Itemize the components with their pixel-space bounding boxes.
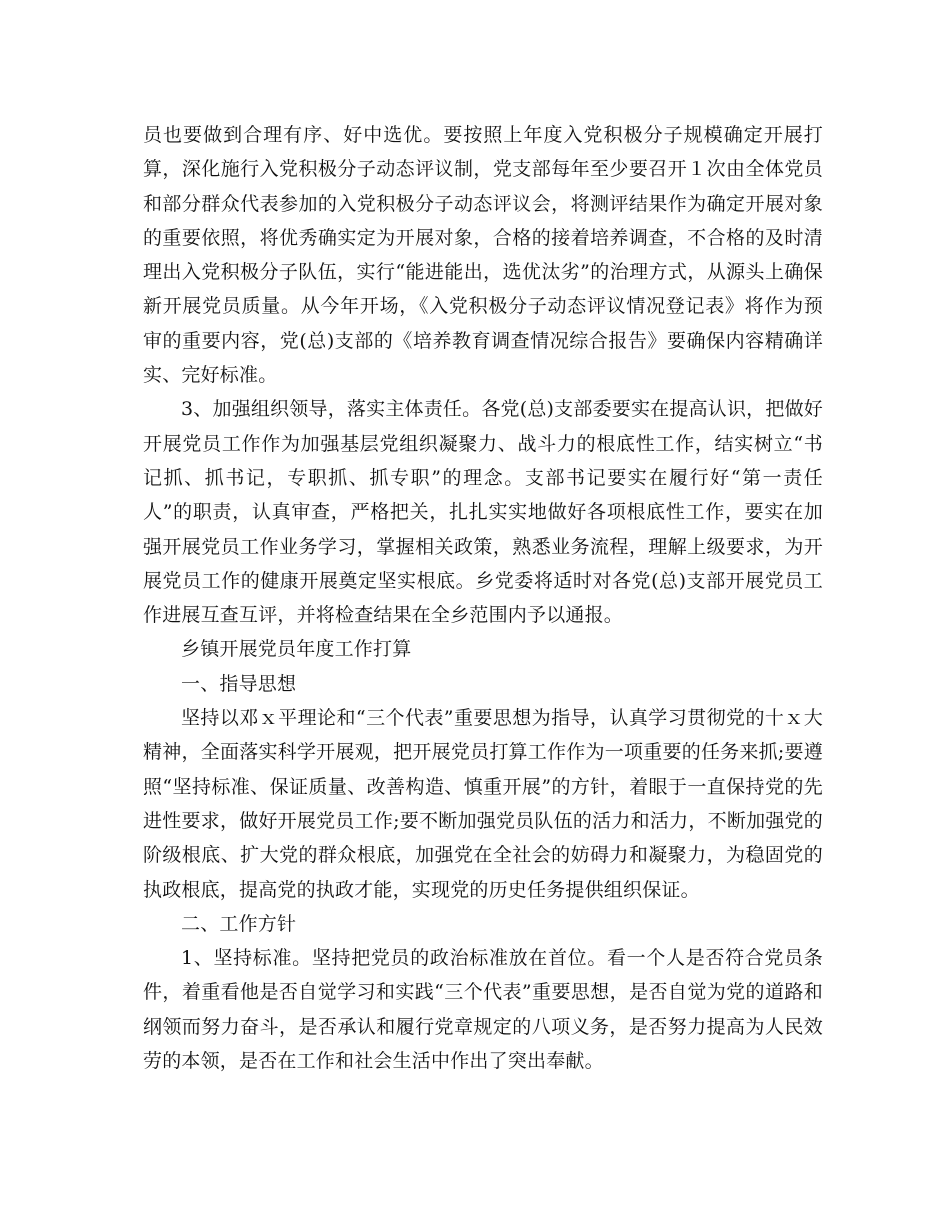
paragraph-guiding-ideology: 坚持以邓ｘ平理论和“三个代表”重要思想为指导，认真学习贯彻党的十ｘ大精神，全面落实科学开展观，把开展党员打算工作作为一项重要的任务来抓;要遵照“坚持标准、保证质量、改善构造、慎重开展”的方针，着眼于一直保持党的先进性要求，做好开展党员工作;要不断加强党员队伍的活力和活力，不断加强党的阶级根底、扩大党的群众根底，加强党在全社会的妨碍力和凝聚力，为稳固党的执政根底，提高党的执政才能，实现党的历史任务提供组织保证。 [143, 707, 823, 901]
heading-work-policy: 二、工作方针 [181, 912, 297, 935]
heading-guiding-ideology: 一、指导思想 [181, 672, 297, 695]
section-title-annual-plan: 乡镇开展党员年度工作打算 [181, 638, 412, 661]
paragraph-recruitment-quality: 员也要做到合理有序、好中选优。要按照上年度入党积极分子规模确定开展打算，深化施行入党积极分子动态评议制，党支部每年至少要召开１次由全体党员和部分群众代表参加的入党积极分子动态评议会，将测评结果作为确定开展对象的重要依照，将优秀确实定为开展对象，合格的接着培养调查，不合格的及时清理出入党积极分子队伍，实行“能进能出，选优汰劣”的治理方式，从源头上确保新开展党员质量。从今年开场，《入党积极分子动态评议情况登记表》将作为预审的重要内容，党(总)支部的《培养教育调查情况综合报告》要确保内容精确详实、完好标准。 [143, 124, 823, 387]
document-body [143, 118, 823, 1078]
paragraph-adhere-standards: 1、坚持标准。坚持把党员的政治标准放在首位。看一个人是否符合党员条件，着重看他是否自觉学习和实践“三个代表”重要思想，是否自觉为党的道路和纲领而努力奋斗，是否承认和履行党章规定的八项义务，是否努力提高为人民效劳的本领，是否在工作和社会生活中作出了突出奉献。 [143, 947, 823, 1073]
paragraph-organization-leadership: 3、加强组织领导，落实主体责任。各党(总)支部委要实在提高认识，把做好开展党员工作作为加强基层党组织凝聚力、战斗力的根底性工作，结实树立“书记抓、抓书记，专职抓、抓专职”的理念。支部书记要实在履行好“第一责任人”的职责，认真审查，严格把关，扎扎实实地做好各项根底性工作，要实在加强开展党员工作业务学习，掌握相关政策，熟悉业务流程，理解上级要求，为开展党员工作的健康开展奠定坚实根底。乡党委将适时对各党(总)支部开展党员工作进展互查互评，并将检查结果在全乡范围内予以通报。 [143, 398, 823, 627]
